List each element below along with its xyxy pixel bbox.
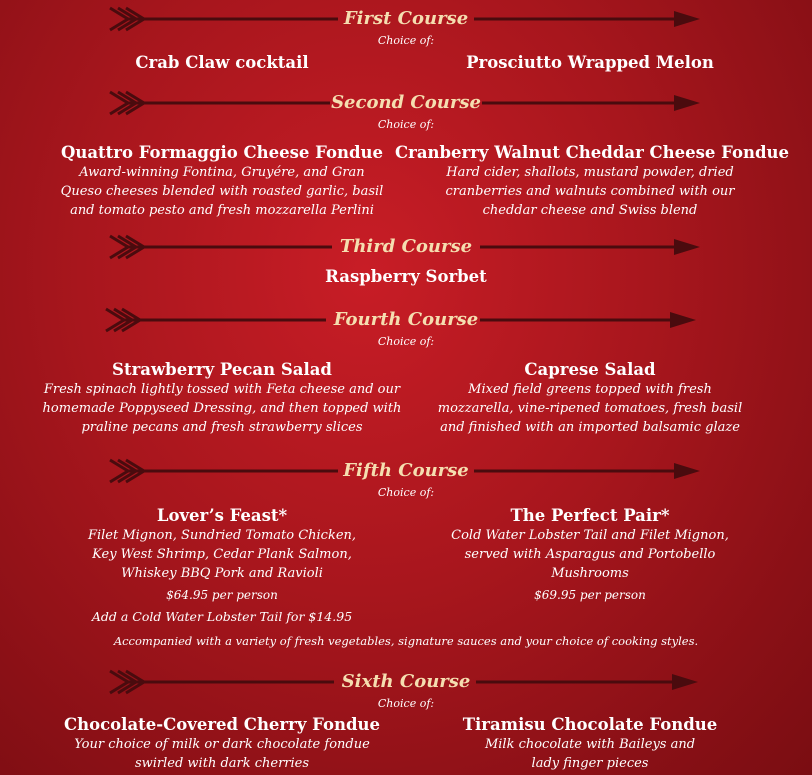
dish-description: swirled with dark cherries <box>134 756 310 771</box>
sixth-course-header <box>0 667 812 697</box>
dish-caprese-salad <box>420 360 760 437</box>
dish-name: Quattro Formaggio Cheese Fondue <box>61 143 383 162</box>
dish-description: Milk chocolate with Baileys and <box>484 737 696 752</box>
dish-price: $64.95 per person <box>166 588 278 602</box>
course-title: Fifth Course <box>343 460 469 481</box>
dish-crab-claw <box>62 53 382 73</box>
choice-label: Choice of: <box>377 118 435 131</box>
dish-description: Award-winning Fontina, Gruyére, and Gran <box>79 165 365 180</box>
choice-label: Choice of: <box>377 697 435 710</box>
dish-raspberry-sorbet <box>256 267 556 287</box>
dish-name: Cranberry Walnut Cheddar Cheese Fondue <box>395 143 790 162</box>
dish-name: Chocolate-Covered Cherry Fondue <box>64 715 380 734</box>
dish-description: Key West Shrimp, Cedar Plank Salmon, <box>92 547 352 562</box>
dish-description: served with Asparagus and Portobello <box>464 547 716 562</box>
dish-name: Prosciutto Wrapped Melon <box>466 53 714 72</box>
dish-description: Mushrooms <box>551 566 629 581</box>
dish-description: cheddar cheese and Swiss blend <box>482 203 698 218</box>
dish-description: Queso cheeses blended with roasted garlic, basil <box>60 184 384 199</box>
dish-cranberry-walnut <box>395 143 790 220</box>
dish-name: Caprese Salad <box>524 360 656 379</box>
dish-name: Strawberry Pecan Salad <box>112 360 332 379</box>
course-title: First Course <box>343 8 469 29</box>
first-course-header <box>0 4 812 34</box>
dish-description: Cold Water Lobster Tail and Filet Mignon, <box>451 528 729 543</box>
dish-description: Whiskey BBQ Pork and Ravioli <box>121 566 323 581</box>
dish-description: lady finger pieces <box>531 756 649 771</box>
dish-name: Raspberry Sorbet <box>325 267 487 286</box>
dish-name: Tiramisu Chocolate Fondue <box>462 715 718 734</box>
course-title: Third Course <box>339 236 473 257</box>
dish-description: mozzarella, vine-ripened tomatoes, fresh basil <box>437 401 743 416</box>
dish-lovers-feast <box>62 506 382 625</box>
course-title: Fourth Course <box>333 309 479 330</box>
dish-description: and tomato pesto and fresh mozzarella Perlini <box>70 203 374 218</box>
dish-name: Lover’s Feast* <box>156 506 288 525</box>
dish-chocolate-cherry-fondue <box>42 715 402 773</box>
dish-quattro-formaggio <box>22 143 422 220</box>
dish-description: Hard cider, shallots, mustard powder, dried <box>446 165 734 180</box>
dish-description: homemade Poppyseed Dressing, and then topped with <box>42 401 402 416</box>
dish-prosciutto-melon <box>440 53 740 73</box>
dish-price: $69.95 per person <box>534 588 646 602</box>
dish-description: praline pecans and fresh strawberry slices <box>81 420 363 435</box>
dish-strawberry-pecan-salad <box>22 360 422 437</box>
dish-tiramisu-fondue <box>430 715 750 773</box>
third-course-header <box>0 232 812 262</box>
accompaniment-note: Accompanied with a variety of fresh vegetables, signature sauces and your choice of cooking styles. <box>113 634 699 648</box>
dish-addon: Add a Cold Water Lobster Tail for $14.95 <box>91 609 353 624</box>
dish-name: Crab Claw cocktail <box>135 53 309 72</box>
course-title: Second Course <box>331 92 481 113</box>
fifth-course-header <box>0 456 812 486</box>
fourth-course-header <box>0 305 812 335</box>
course-title: Sixth Course <box>341 671 471 692</box>
choice-label: Choice of: <box>377 486 435 499</box>
dish-description: Your choice of milk or dark chocolate fondue <box>74 737 370 752</box>
second-course-header <box>0 88 812 118</box>
dish-perfect-pair <box>430 506 750 603</box>
choice-label: Choice of: <box>377 34 435 47</box>
dish-description: Fresh spinach lightly tossed with Feta cheese and our <box>43 382 401 397</box>
choice-label: Choice of: <box>377 335 435 348</box>
dish-description: and finished with an imported balsamic glaze <box>440 420 740 435</box>
dish-name: The Perfect Pair* <box>510 506 670 525</box>
dish-description: cranberries and walnuts combined with our <box>445 184 735 199</box>
dish-description: Mixed field greens topped with fresh <box>468 382 712 397</box>
dish-description: Filet Mignon, Sundried Tomato Chicken, <box>87 528 357 543</box>
